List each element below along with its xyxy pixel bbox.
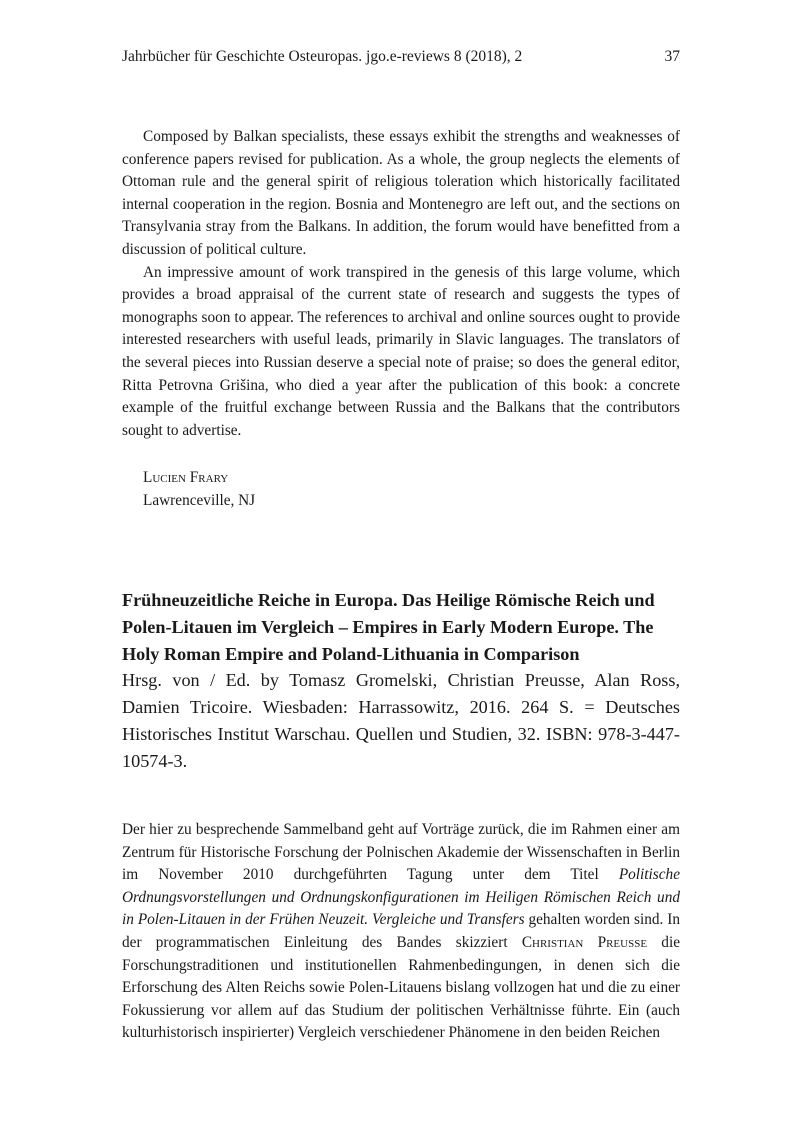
- book-bibliographic-info: Hrsg. von / Ed. by Tomasz Gromelski, Christian Preusse, Alan Ross, Damien Tricoire. Wiesbaden: Harrassowitz, 2016. 264 S. = Deutsches Historisches Institut Warschau. Quellen und Studien, 32. ISBN: 978-3-447-10574-3.: [122, 670, 680, 771]
- reviewer-signature: [143, 466, 255, 512]
- review-text-part-3: die Forschungstraditionen und institutionellen Rahmenbedingungen, in denen sich die Erforschung des Alten Reichs sowie Polen-Litauens bislang vollzogen hat und die zu einer Fokussierung vor allem auf das Studium der politischen Verhältnisse führte. Ein (auch kulturhistorisch inspirierter) Vergleich verschiedener Phänomene in den beiden Reichen: [122, 933, 680, 1042]
- review-paragraph-german: [122, 819, 680, 1045]
- running-head: [122, 48, 680, 66]
- book-title: Frühneuzeitliche Reiche in Europa. Das Heilige Römische Reich und Polen-Litauen im Vergleich – Empires in Early Modern Europe. The Holy Roman Empire and Poland-Lithuania in Comparison: [122, 590, 655, 664]
- journal-title: Jahrbücher für Geschichte Osteuropas. jgo.e-reviews 8 (2018), 2: [122, 48, 523, 65]
- review-text-part-2: gehalten worden sind. In der programmatischen Einleitung des Bandes skizziert: [122, 911, 680, 951]
- author-name: Christian Preusse: [521, 933, 648, 951]
- reviewer-name: Lucien Frary: [143, 469, 229, 486]
- review-text-english: [122, 126, 680, 442]
- book-heading: [122, 587, 680, 775]
- reviewer-location: Lawrenceville, NJ: [143, 492, 256, 509]
- review-paragraph-1: Composed by Balkan specialists, these essays exhibit the strengths and weaknesses of conference papers revised for publication. As a whole, the group neglects the elements of Ottoman rule and the general spirit of religious toleration which historically facilitated internal cooperation in the region. Bosnia and Montenegro are left out, and the sections on Transylvania stray from the Balkans. In addition, the forum would have benefitted from a discussion of political culture.: [122, 128, 680, 258]
- review-paragraph-2: An impressive amount of work transpired in the genesis of this large volume, which provides a broad appraisal of the current state of research and suggests the types of monographs soon to appear. The references to archival and online sources ought to provide interested researchers with useful leads, primarily in Slavic languages. The translators of the several pieces into Russian deserve a special note of praise; so does the general editor, Ritta Petrovna Grišina, who died a year after the publication of this book: a concrete example of the fruitful exchange between Russia and the Balkans that the contributors sought to advertise.: [122, 263, 680, 439]
- review-text-part-1: Der hier zu besprechende Sammelband geht auf Vorträge zurück, die im Rahmen einer am Zentrum für Historische Forschung der Polnischen Akademie der Wissenschaften in Berlin im November 2010 durchgeführten Tagung unter dem Titel: [122, 821, 680, 884]
- page-number: 37: [664, 48, 680, 65]
- review-text-german: [122, 819, 680, 1045]
- conference-title: Politische Ordnungsvorstellungen und Ordnungskonfigurationen im Heiligen Römischen Reich und in Polen-Litauen in der Frühen Neuzeit. Vergleiche und Transfers: [122, 866, 680, 929]
